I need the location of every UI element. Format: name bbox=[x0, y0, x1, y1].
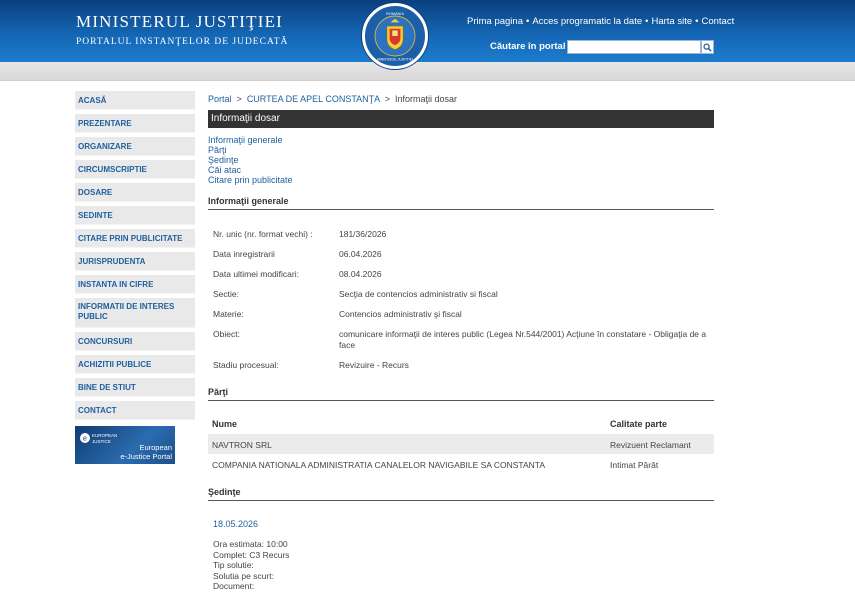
svg-text:ROMANIA: ROMANIA bbox=[386, 12, 404, 17]
info-value: comunicare informaţii de interes public (Legea Nr.544/2001) Acţiune în constatare - Obligaţia de a face bbox=[339, 329, 707, 350]
party-name: NAVTRON SRL bbox=[212, 440, 272, 450]
sidebar-item-citare-prin-publicitate[interactable]: CITARE PRIN PUBLICITATE bbox=[75, 229, 195, 248]
hearing-solutia-pe-scurt: Solutia pe scurt: bbox=[213, 570, 274, 581]
sidebar-item-prezentare[interactable]: PREZENTARE bbox=[75, 114, 195, 133]
sidebar-item-dosare[interactable]: DOSARE bbox=[75, 183, 195, 202]
nav-prima-pagina[interactable]: Prima pagina bbox=[467, 16, 523, 27]
party-name: COMPANIA NATIONALA ADMINISTRATIA CANALELOR NAVIGABILE SA CONSTANTA bbox=[212, 460, 545, 470]
sidebar-item-bine-de-stiut[interactable]: BINE DE STIUT bbox=[75, 378, 195, 397]
ejustice-line1: European bbox=[139, 443, 172, 452]
hearing-ora: Ora estimata: 10:00 bbox=[213, 539, 288, 549]
column-header-nume: Nume bbox=[212, 419, 238, 429]
svg-text:MINISTERUL JUSTITIEI: MINISTERUL JUSTITIEI bbox=[377, 57, 413, 62]
sidebar-item-organizare[interactable]: ORGANIZARE bbox=[75, 137, 195, 156]
sidebar-item-sedinte[interactable]: SEDINTE bbox=[75, 206, 195, 225]
site-title: MINISTERUL JUSTIŢIEI bbox=[76, 12, 284, 31]
ej-logo-bottom: JUSTICE bbox=[92, 439, 111, 444]
parti-heading: Părţi bbox=[208, 387, 714, 401]
sedinte-heading: Şedinţe bbox=[208, 487, 714, 501]
info-label: Data ultimei modificari: bbox=[213, 269, 299, 279]
info-label: Sectie: bbox=[213, 289, 239, 299]
sidebar-item-acasa[interactable]: ACASĂ bbox=[75, 91, 195, 110]
general-info-heading: Informaţii generale bbox=[208, 196, 714, 210]
coat-of-arms-icon bbox=[365, 6, 425, 66]
hearing-document: Document: bbox=[213, 581, 255, 591]
search-input[interactable] bbox=[567, 40, 701, 54]
breadcrumb-current: Informaţii dosar bbox=[394, 94, 458, 104]
site-brand[interactable] bbox=[76, 12, 288, 47]
party-role: Revizuent Reclamant bbox=[610, 440, 691, 450]
nav-harta-site[interactable]: Harta site bbox=[651, 16, 693, 27]
link-citare-prin-publicitate[interactable]: Citare prin publicitate bbox=[208, 175, 293, 185]
info-value: 06.04.2026 bbox=[339, 249, 382, 259]
ministry-seal-logo[interactable] bbox=[362, 3, 428, 69]
link-cai-atac[interactable]: Căi atac bbox=[208, 165, 242, 175]
link-parti[interactable]: Părţi bbox=[208, 145, 227, 155]
search-icon bbox=[703, 43, 712, 52]
site-subtitle: PORTALUL INSTANŢELOR DE JUDECATĂ bbox=[76, 37, 289, 47]
main-content bbox=[208, 94, 714, 591]
sidebar-item-jurisprudenta[interactable]: JURISPRUDENTA bbox=[75, 252, 195, 271]
hearing-date: 18.05.2026 bbox=[213, 519, 259, 529]
nav-contact[interactable]: Contact bbox=[701, 16, 735, 27]
info-value: 08.04.2026 bbox=[339, 269, 382, 279]
table-header-row bbox=[208, 410, 714, 434]
ejustice-line2: e-Justice Portal bbox=[120, 452, 172, 461]
info-label: Stadiu procesual: bbox=[213, 360, 279, 370]
party-role: Intimat Pârât bbox=[610, 460, 659, 470]
info-label: Materie: bbox=[213, 309, 244, 319]
link-sedinte[interactable]: Şedinţe bbox=[208, 155, 239, 165]
sidebar-item-concursuri[interactable]: CONCURSURI bbox=[75, 332, 195, 351]
search-button[interactable] bbox=[701, 40, 714, 54]
sidebar-item-informatii-de-interes-public[interactable]: INFORMATII DE INTERES PUBLIC bbox=[75, 298, 195, 328]
link-informatii-generale[interactable]: Informaţii generale bbox=[208, 135, 283, 145]
breadcrumb-court[interactable]: CURTEA DE APEL CONSTANŢA bbox=[246, 94, 380, 104]
hearing-details bbox=[213, 539, 290, 592]
table-row bbox=[208, 434, 714, 454]
breadcrumb-portal[interactable]: Portal bbox=[208, 94, 232, 104]
info-label: Obiect: bbox=[213, 329, 240, 339]
info-value: 181/36/2026 bbox=[339, 229, 387, 239]
ej-logo-top: EUROPEAN bbox=[92, 433, 118, 438]
info-value: Secţia de contencios administrativ si fiscal bbox=[339, 289, 498, 299]
page-title: Informaţii dosar bbox=[208, 110, 714, 128]
breadcrumb: Portal > CURTEA DE APEL CONSTANŢA > Informaţii dosar bbox=[208, 94, 458, 104]
info-label: Nr. unic (nr. format vechi) : bbox=[213, 229, 313, 239]
ejustice-logo-icon bbox=[79, 429, 121, 447]
info-value: Revizuire - Recurs bbox=[339, 360, 409, 370]
table-row bbox=[208, 454, 714, 474]
info-value: Contencios administrativ şi fiscal bbox=[339, 309, 462, 319]
header-subband bbox=[0, 62, 855, 81]
hearing-complet: Complet: C3 Recurs bbox=[213, 549, 290, 560]
section-links bbox=[208, 135, 293, 185]
nav-acces-programatic[interactable]: Acces programatic la date bbox=[532, 16, 643, 27]
hearing-tip-solutie: Tip solutie: bbox=[213, 560, 254, 570]
sidebar-menu bbox=[75, 91, 195, 464]
sidebar-item-instanta-in-cifre[interactable]: INSTANTA IN CIFRE bbox=[75, 275, 195, 294]
sidebar-item-circumscriptie[interactable]: CIRCUMSCRIPTIE bbox=[75, 160, 195, 179]
parti-table bbox=[208, 410, 714, 474]
ejustice-portal-banner[interactable] bbox=[75, 426, 175, 464]
column-header-calitate-parte: Calitate parte bbox=[610, 419, 668, 429]
top-navigation: Prima pagina • Acces programatic la date • Harta site • Contact bbox=[467, 16, 735, 27]
info-label: Data inregistrarii bbox=[213, 249, 275, 259]
search-label: Căutare în portal bbox=[490, 41, 566, 52]
sidebar-item-achizitii-publice[interactable]: ACHIZITII PUBLICE bbox=[75, 355, 195, 374]
svg-text:e: e bbox=[83, 435, 87, 443]
sidebar-item-contact[interactable]: CONTACT bbox=[75, 401, 195, 420]
